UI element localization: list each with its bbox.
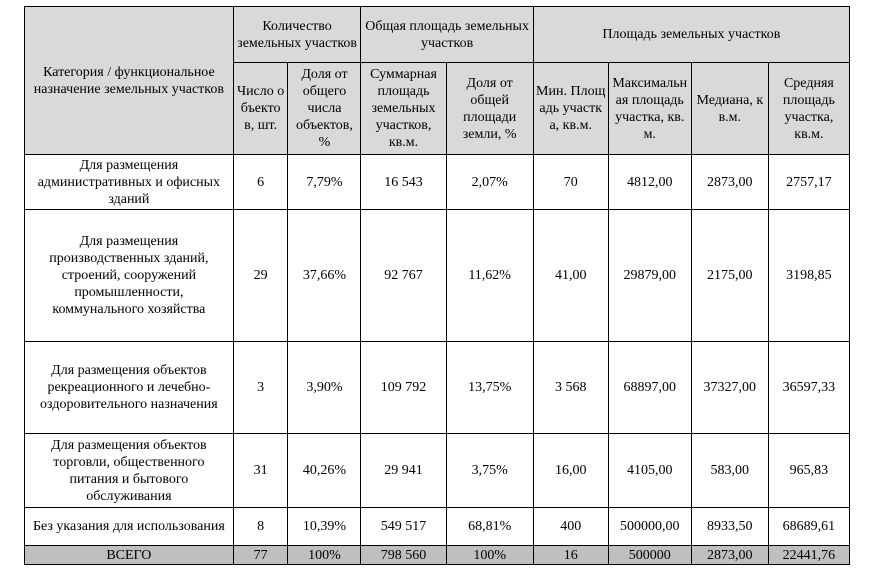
row-avg: 36597,33 (768, 342, 849, 434)
row-max: 68897,00 (608, 342, 691, 434)
table-row (25, 155, 850, 210)
header-max: Максимальная площадь участка, кв.м. (608, 63, 691, 155)
row-median: 8933,50 (691, 508, 768, 546)
row-count-share: 37,66% (288, 210, 361, 342)
total-min: 16 (533, 546, 608, 565)
row-min: 41,00 (533, 210, 608, 342)
row-count: 6 (233, 155, 288, 210)
header-group-count: Количество земельных участков (233, 7, 361, 63)
row-median: 2175,00 (691, 210, 768, 342)
row-median: 583,00 (691, 434, 768, 508)
total-category: ВСЕГО (25, 546, 234, 565)
header-median: Медиана, кв.м. (691, 63, 768, 155)
row-total-area: 109 792 (361, 342, 446, 434)
row-area-share: 68,81% (446, 508, 533, 546)
row-min: 70 (533, 155, 608, 210)
row-area-share: 11,62% (446, 210, 533, 342)
header-category: Категория / функциональное назначение земельных участков (25, 7, 234, 155)
row-min: 400 (533, 508, 608, 546)
row-area-share: 13,75% (446, 342, 533, 434)
header-group-plot-area: Площадь земельных участков (533, 7, 849, 63)
row-area-share: 3,75% (446, 434, 533, 508)
row-category: Для размещения объектов торговли, общественного питания и бытового обслуживания (25, 434, 234, 508)
row-count: 29 (233, 210, 288, 342)
row-category: Без указания для использования (25, 508, 234, 546)
row-min: 16,00 (533, 434, 608, 508)
header-min: Мин. Площадь участка, кв.м. (533, 63, 608, 155)
row-area-share: 2,07% (446, 155, 533, 210)
header-count-share: Доля от общего числа объектов, % (288, 63, 361, 155)
row-min: 3 568 (533, 342, 608, 434)
row-count: 8 (233, 508, 288, 546)
header-total-area: Суммарная площадь земельных участков, кв.м. (361, 63, 446, 155)
row-avg: 2757,17 (768, 155, 849, 210)
row-max: 4105,00 (608, 434, 691, 508)
total-max: 500000 (608, 546, 691, 565)
total-avg: 22441,76 (768, 546, 849, 565)
row-max: 4812,00 (608, 155, 691, 210)
row-count-share: 10,39% (288, 508, 361, 546)
table-row (25, 210, 850, 342)
total-count-share: 100% (288, 546, 361, 565)
row-count: 3 (233, 342, 288, 434)
table-row (25, 508, 850, 546)
land-plots-table (24, 6, 850, 565)
row-median: 37327,00 (691, 342, 768, 434)
row-count: 31 (233, 434, 288, 508)
row-count-share: 40,26% (288, 434, 361, 508)
total-count: 77 (233, 546, 288, 565)
table-row (25, 342, 850, 434)
row-total-area: 29 941 (361, 434, 446, 508)
row-count-share: 7,79% (288, 155, 361, 210)
row-category: Для размещения объектов рекреационного и лечебно-оздоровительного назначения (25, 342, 234, 434)
row-total-area: 16 543 (361, 155, 446, 210)
header-group-area: Общая площадь земельных участков (361, 7, 533, 63)
row-avg: 3198,85 (768, 210, 849, 342)
row-category: Для размещения производственных зданий, строений, сооружений промышленности, коммунального хозяйства (25, 210, 234, 342)
row-median: 2873,00 (691, 155, 768, 210)
row-category: Для размещения административных и офисных зданий (25, 155, 234, 210)
header-count: Число объектов, шт. (233, 63, 288, 155)
row-max: 29879,00 (608, 210, 691, 342)
total-row (25, 546, 850, 565)
row-avg: 965,83 (768, 434, 849, 508)
row-avg: 68689,61 (768, 508, 849, 546)
header-avg: Средняя площадь участка, кв.м. (768, 63, 849, 155)
row-max: 500000,00 (608, 508, 691, 546)
row-total-area: 549 517 (361, 508, 446, 546)
total-area: 798 560 (361, 546, 446, 565)
row-count-share: 3,90% (288, 342, 361, 434)
header-area-share: Доля от общей площади земли, % (446, 63, 533, 155)
total-median: 2873,00 (691, 546, 768, 565)
table-row (25, 434, 850, 508)
row-total-area: 92 767 (361, 210, 446, 342)
total-area-share: 100% (446, 546, 533, 565)
